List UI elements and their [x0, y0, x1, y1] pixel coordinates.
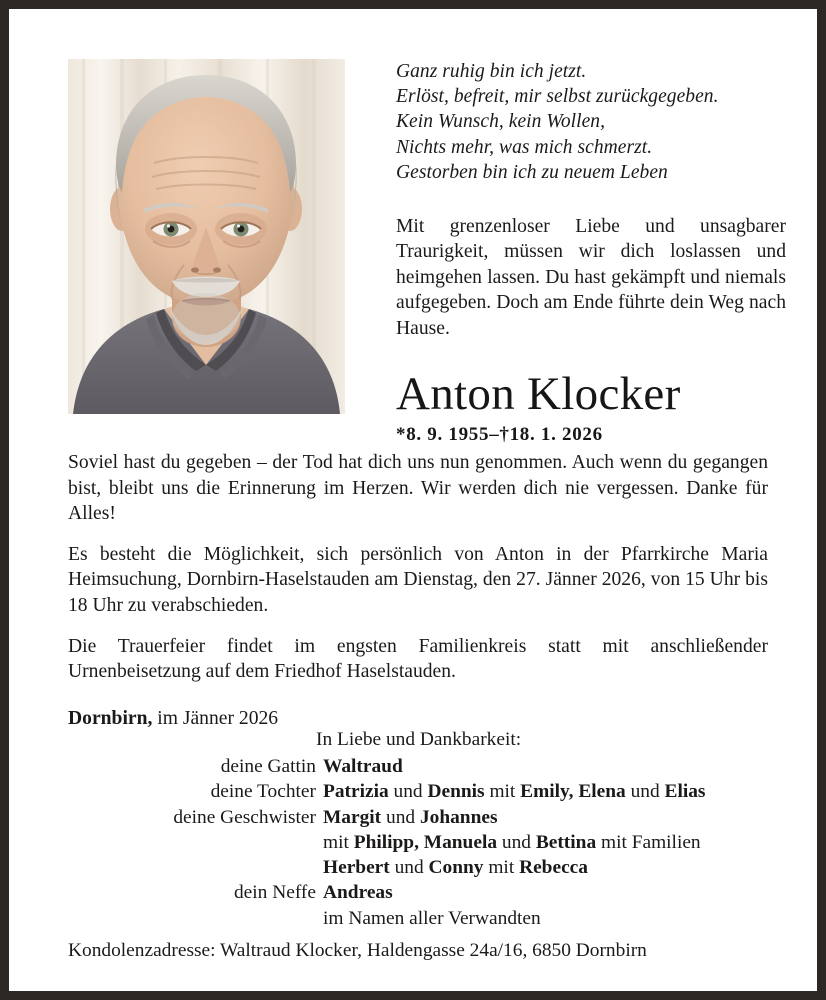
portrait-photo [68, 59, 345, 414]
family-names: mit Philipp, Manuela und Bettina mit Familien [323, 831, 701, 853]
poem-line: Gestorben bin ich zu neuem Leben [396, 161, 668, 183]
family-block [68, 727, 768, 931]
family-list [68, 754, 705, 931]
portrait-illustration [68, 59, 345, 414]
poem-line: Nichts mehr, was mich schmerzt. [396, 136, 653, 158]
family-relation [68, 830, 323, 855]
death-date: 18. 1. 2026 [509, 424, 603, 446]
family-row [68, 855, 705, 880]
birth-symbol: * [396, 424, 407, 446]
family-row [68, 779, 705, 804]
family-names: Andreas [323, 882, 393, 904]
deceased-name: Anton Klocker [396, 368, 681, 421]
family-relation: deine Geschwister [173, 806, 316, 828]
family-row [68, 754, 705, 779]
family-row [68, 830, 705, 855]
family-relation: dein Neffe [233, 882, 316, 904]
memory-paragraph: Soviel hast du gegeben – der Tod hat dich uns nun genommen. Auch wenn du gegangen bist, bleibt uns die Erinnerung im Herzen. Wir werden dich nie vergessen. Danke für Alles! [68, 452, 768, 525]
place-name: Dornbirn, [68, 707, 153, 729]
notice-inner [9, 9, 817, 991]
memorial-poem [396, 59, 786, 185]
lead-paragraph: Mit grenzenloser Liebe und unsagbarer Traurigkeit, müssen wir dich loslassen und heimgehen lassen. Du hast gekämpft und niemals aufgegeben. Doch am Ende führte dein Weg nach Hause. [396, 216, 786, 339]
header-area [9, 9, 817, 446]
family-row [68, 880, 705, 905]
family-names: Waltraud [323, 756, 403, 777]
family-names: Margit und Johannes [323, 806, 498, 828]
poem-line: Erlöst, befreit, mir selbst zurückgegeben. [396, 86, 719, 108]
header-text-column [396, 59, 786, 446]
death-symbol: † [499, 424, 510, 446]
family-row [68, 805, 705, 830]
farewell-paragraph: Es besteht die Möglichkeit, sich persönlich von Anton in der Pfarrkirche Maria Heimsuchung, Dornbirn-Haselstauden am Dienstag, den 27. Jänner 2026, von 15 Uhr bis 18 Uhr zu verabschieden. [68, 543, 768, 616]
family-row [68, 906, 705, 931]
birth-date: 8. 9. 1955 [406, 424, 490, 446]
body-text-column [68, 450, 768, 731]
family-heading: In Liebe und Dankbarkeit: [316, 729, 522, 750]
poem-line: Ganz ruhig bin ich jetzt. [396, 61, 587, 82]
family-list-body [68, 754, 705, 931]
family-names: Patrizia und Dennis mit Emily, Elena und Elias [323, 781, 706, 803]
condolence-address: Kondolenzadresse: Waltraud Klocker, Haldengasse 24a/16, 6850 Dornbirn [68, 940, 647, 961]
family-relation [68, 906, 323, 931]
poem-line: Kein Wunsch, kein Wollen, [396, 111, 606, 133]
life-dates [396, 424, 786, 446]
family-names: Herbert und Conny mit Rebecca [323, 857, 588, 879]
ceremony-paragraph: Die Trauerfeier findet im engsten Familienkreis statt mit anschließender Urnenbeisetzung auf dem Friedhof Haselstauden. [68, 635, 768, 683]
family-relation: deine Tochter [210, 781, 316, 803]
date-separator: – [489, 424, 500, 446]
family-names: im Namen aller Verwandten [323, 907, 541, 929]
family-relation: deine Gattin [220, 756, 316, 777]
place-date: im Jänner 2026 [152, 707, 279, 729]
family-relation [68, 855, 323, 880]
